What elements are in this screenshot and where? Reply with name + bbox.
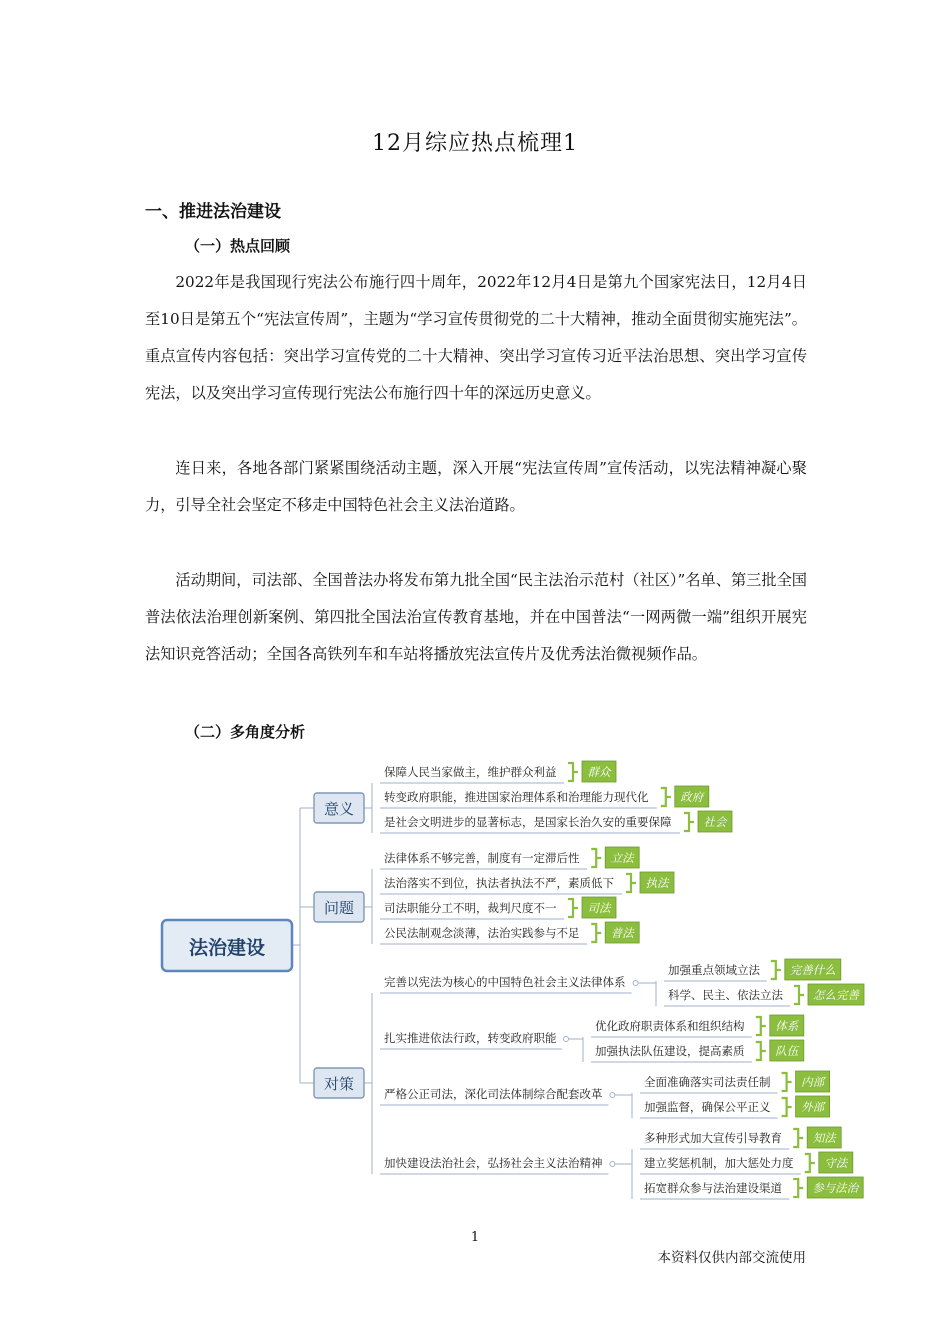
bracket	[756, 1017, 766, 1035]
measure-group-3-sub-2: 拓宽群众参与法治建设渠道	[644, 1181, 782, 1195]
measure-group-3-sub-1-tag: 守法	[824, 1156, 848, 1170]
problem-item-0-tag: 立法	[610, 851, 634, 865]
meaning-item-0-tag: 群众	[587, 765, 611, 779]
meaning-item-1-tag: 政府	[680, 790, 704, 804]
subsection-heading-review: （一）热点回顾	[185, 237, 291, 255]
problem-item-2: 司法职能分工不明，裁判尺度不一	[384, 901, 557, 915]
measure-group-2-sub-0: 全面准确落实司法责任制	[644, 1075, 771, 1089]
meaning-item-0: 保障人民当家做主，维护群众利益	[384, 765, 557, 779]
problem-item-0: 法律体系不够完善，制度有一定滞后性	[384, 851, 580, 865]
problem-item-1: 法治落实不到位，执法者执法不严，素质低下	[384, 876, 614, 890]
measure-group-0: 完善以宪法为核心的中国特色社会主义法律体系	[384, 975, 626, 989]
measure-group-3-sub-0-tag: 知法	[812, 1131, 836, 1145]
document-title: 12月综应热点梳理1	[372, 131, 578, 156]
bracket	[591, 849, 601, 867]
page-number: 1	[470, 1230, 480, 1245]
bracket	[756, 1042, 766, 1060]
bracket	[626, 874, 636, 892]
measure-group-1-sub-1: 加强执法队伍建设，提高素质	[595, 1044, 745, 1058]
measure-group-3-sub-0: 多种形式加大宣传引导教育	[644, 1131, 782, 1145]
paragraph-3: 活动期间，司法部、全国普法办将发布第九批全国“民主法治示范村（社区）”名单、第三批全国普法依法治理创新案例、第四批全国法治宣传教育基地，并在中国普法“一网两微一端”组织开展宪法知识竞答活动；全国各高铁列车和车站将播放宪法宣传片及优秀法治微视频作品。	[145, 571, 807, 663]
measure-group-1: 扎实推进依法行政，转变政府职能	[384, 1031, 557, 1045]
measure-group-junction-1	[564, 1037, 569, 1042]
measure-group-3: 加快建设法治社会，弘扬社会主义法治精神	[384, 1156, 603, 1170]
bracket	[591, 924, 601, 942]
branch-label-2: 对策	[323, 1075, 355, 1093]
measure-group-junction-0	[633, 981, 638, 986]
problem-item-3: 公民法制观念淡薄，法治实践参与不足	[384, 926, 580, 940]
bracket	[568, 763, 578, 781]
subsection-heading-analysis: （二）多角度分析	[185, 723, 306, 741]
measure-group-0-sub-1-tag: 怎么完善	[813, 988, 859, 1002]
bracket	[793, 1129, 803, 1147]
measure-group-1-sub-0-tag: 体系	[775, 1019, 799, 1033]
paragraph-1: 2022年是我国现行宪法公布施行四十周年，2022年12月4日是第九个国家宪法日，12月4日至10日是第五个“宪法宣传周”，主题为“学习宣传贯彻党的二十大精神，推动全面贯彻实施宪法”。重点宣传内容包括：突出学习宣传党的二十大精神、突出学习宣传习近平法治思想、突出学习宣传宪法，以及突出学习宣传现行宪法公布施行四十年的深远历史意义。	[145, 273, 807, 402]
measure-group-junction-3	[610, 1162, 615, 1167]
measure-group-1-sub-0: 优化政府职责体系和组织结构	[595, 1019, 745, 1033]
problem-item-1-tag: 执法	[645, 876, 669, 890]
measure-group-2-sub-1: 加强监督，确保公平正义	[644, 1100, 771, 1114]
measure-group-0-sub-1: 科学、民主、依法立法	[668, 988, 783, 1002]
bracket	[794, 986, 804, 1004]
problem-item-2-tag: 司法	[587, 901, 611, 915]
measure-group-junction-2	[610, 1093, 615, 1098]
bracket	[782, 1073, 792, 1091]
measure-group-3-sub-2-tag: 参与法治	[812, 1181, 859, 1195]
footer-note: 本资料仅供内部交流使用	[657, 1250, 806, 1266]
meaning-item-1: 转变政府职能，推进国家治理体系和治理能力现代化	[384, 790, 649, 804]
bracket	[568, 899, 578, 917]
section-heading: 一、推进法治建设	[145, 202, 281, 222]
bracket	[805, 1154, 815, 1172]
measure-group-0-sub-0-tag: 完善什么	[789, 963, 836, 977]
branch-label-0: 意义	[323, 800, 355, 818]
meaning-item-2-tag: 社会	[703, 815, 727, 829]
measure-group-2: 严格公正司法，深化司法体制综合配套改革	[384, 1087, 603, 1101]
root-node-label: 法治建设	[188, 937, 266, 959]
bracket	[661, 788, 671, 806]
measure-group-2-sub-0-tag: 内部	[801, 1075, 825, 1089]
measure-group-1-sub-1-tag: 队伍	[775, 1044, 799, 1058]
meaning-item-2: 是社会文明进步的显著标志，是国家长治久安的重要保障	[384, 815, 672, 829]
branch-label-1: 问题	[323, 899, 355, 917]
bracket	[782, 1098, 792, 1116]
measure-group-3-sub-1: 建立奖惩机制，加大惩处力度	[644, 1156, 794, 1170]
bracket	[793, 1179, 803, 1197]
bracket	[771, 961, 781, 979]
bracket	[684, 813, 694, 831]
measure-group-0-sub-0: 加强重点领域立法	[668, 963, 760, 977]
problem-item-3-tag: 普法	[610, 926, 634, 940]
paragraph-2: 连日来，各地各部门紧紧围绕活动主题，深入开展“宪法宣传周”宣传活动，以宪法精神凝心聚力，引导全社会坚定不移走中国特色社会主义法治道路。	[145, 459, 807, 514]
measure-group-2-sub-1-tag: 外部	[801, 1100, 825, 1114]
